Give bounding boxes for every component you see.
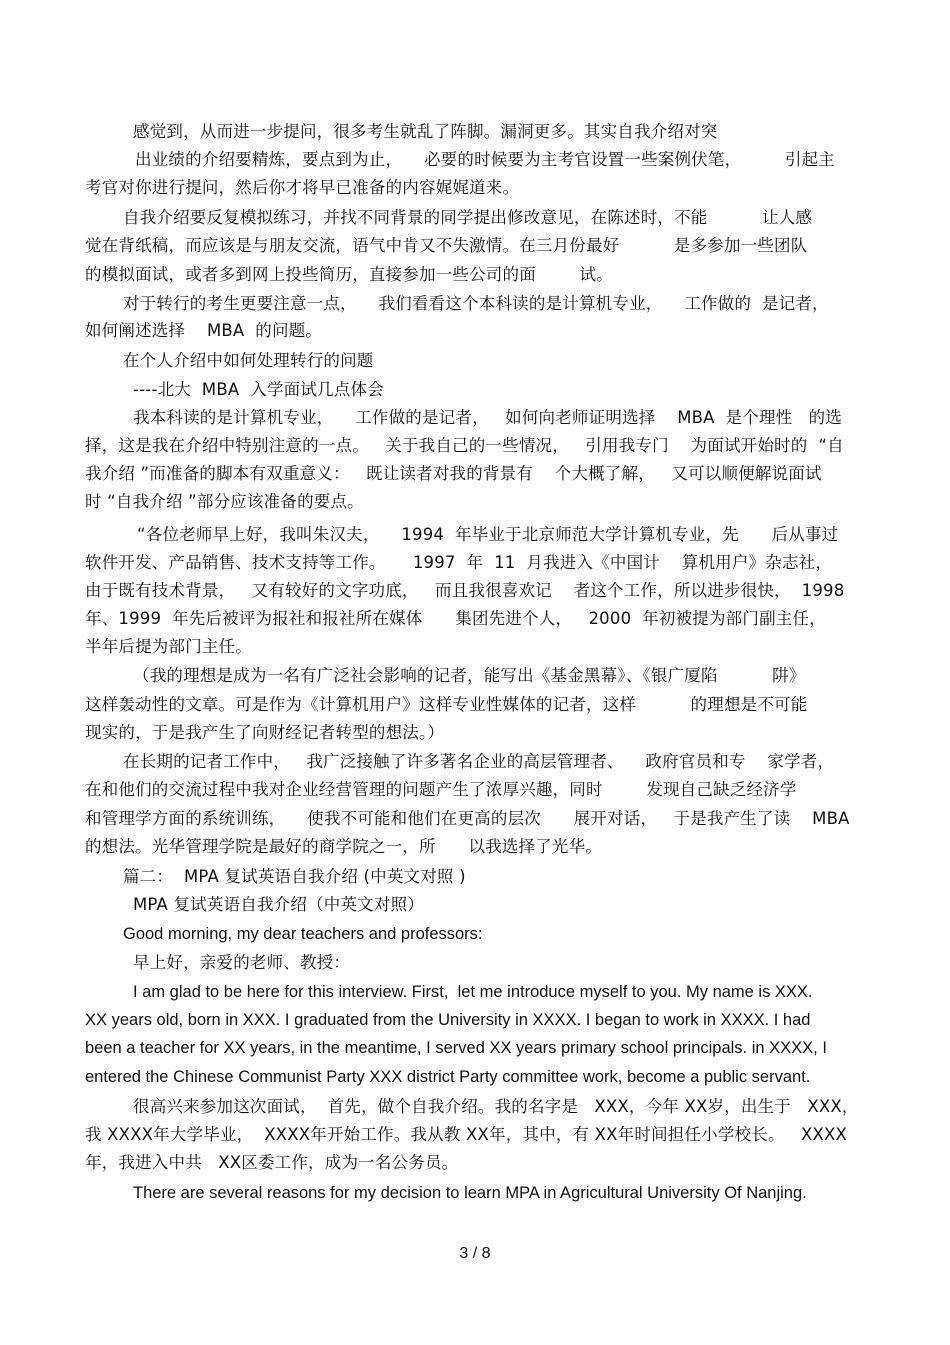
text-line: 自我介绍要反复模拟练习，并找不同背景的同学提出修改意见，在陈述时，不能 让人感: [123, 208, 813, 227]
text-line: 很高兴来参加这次面试， 首先，做个自我介绍。我的名字是 XXX，今年 XX岁，出生于 XXX，: [133, 1097, 859, 1116]
text-line: （我的理想是成为一名有广泛社会影响的记者，能写出《基金黑幕》、《银广厦陷 阱》: [133, 666, 806, 685]
text-line: 出业绩的介绍要精炼，要点到为止， 必要的时候要为主考官设置一些案例伏笔， 引起主: [135, 150, 835, 169]
text-line: 在个人介绍中如何处理转行的问题: [123, 351, 374, 370]
text-line: XX years old, born in XXX. I graduated from the University in XXXX. I began to work in XXXX. I had: [85, 1011, 811, 1029]
text-line: 年，我进入中共 XX区委工作，成为一名公务员。: [85, 1153, 459, 1172]
text-line: ----北大 MBA 入学面试几点体会: [133, 380, 384, 399]
text-line: 软件开发、产品销售、技术支持等工作。 1997 年 11 月我进入《中国计 算机用户》杂志社，: [85, 553, 833, 572]
text-line: 和管理学方面的系统训练， 使我不可能和他们在更高的层次 展开对话， 于是我产生了读 MBA: [85, 809, 850, 828]
text-line: 我本科读的是计算机专业， 工作做的是记者， 如何向老师证明选择 MBA 是个理性 的选: [133, 408, 843, 427]
text-line: MPA 复试英语自我介绍（中英文对照）: [133, 895, 424, 914]
text-line: 对于转行的考生更要注意一点， 我们看看这个本科读的是计算机专业， 工作做的 是记者，: [123, 294, 829, 313]
page-number: 3 / 8: [459, 1245, 491, 1262]
text-line: 感觉到，从而进一步提问，很多考生就乱了阵脚。漏洞更多。其实自我介绍对突: [133, 122, 718, 141]
text-line: 我 XXXX年大学毕业， XXXX年开始工作。我从教 XX年，其中，有 XX年时间担任小学校长。 XXXX: [85, 1125, 848, 1144]
text-line: 年、1999 年先后被评为报社和报社所在媒体 集团先进个人， 2000 年初被提为部门副主任，: [85, 609, 826, 628]
text-line: There are several reasons for my decision to learn MPA in Agricultural University Of Nanjing.: [133, 1184, 807, 1202]
text-line: been a teacher for XX years, in the meantime, I served XX years primary school principals. in XXXX, I: [85, 1039, 827, 1057]
text-line: 时 “自我介绍 ”部分应该准备的要点。: [85, 492, 364, 511]
text-line: 如何阐述选择 MBA 的问题。: [85, 321, 323, 340]
text-line: 现实的，于是我产生了向财经记者转型的想法。）: [85, 723, 445, 742]
text-line: 半年后提为部门主任。: [85, 637, 252, 656]
text-line: 这样轰动性的文章。可是作为《计算机用户》这样专业性媒体的记者，这样 的理想是不可能: [85, 695, 808, 714]
text-line: 的模拟面试，或者多到网上投些简历，直接参加一些公司的面 试。: [85, 265, 613, 284]
text-line: 由于既有技术背景， 又有较好的文字功底， 而且我很喜欢记 者这个工作，所以进步很快， 1998: [85, 581, 845, 600]
text-line: 在长期的记者工作中， 我广泛接触了许多著名企业的高层管理者、 政府官员和专 家学者，: [123, 752, 835, 771]
text-line: “各位老师早上好，我叫朱汉夫， 1994 年毕业于北京师范大学计算机专业，先 后从事过: [137, 525, 839, 544]
text-line: 择，这是我在介绍中特别注意的一点。 关于我自己的一些情况， 引用我专门 为面试开始时的 “自: [85, 436, 844, 455]
text-line: 我介绍 ”而准备的脚本有双重意义： 既让读者对我的背景有 个大概了解， 又可以顺便解说面试: [85, 464, 822, 483]
text-line: I am glad to be here for this interview. First, let me introduce myself to you. My name is XXX.: [133, 983, 813, 1001]
text-line: entered the Chinese Communist Party XXX district Party committee work, become a public servant.: [85, 1068, 811, 1086]
text-line: 在和他们的交流过程中我对企业经营管理的问题产生了浓厚兴趣，同时 发现自己缺乏经济学: [85, 780, 797, 799]
text-line: 觉在背纸稿，而应该是与朋友交流，语气中肯又不失激情。在三月份最好 是多参加一些团队: [85, 236, 808, 255]
text-line: 篇二： MPA 复试英语自我介绍 (中英文对照 ): [123, 867, 466, 886]
text-line: Good morning, my dear teachers and professors:: [123, 925, 483, 943]
text-line: 的想法。光华管理学院是最好的商学院之一，所 以我选择了光华。: [85, 837, 602, 856]
text-line: 早上好，亲爱的老师、教授：: [133, 953, 351, 972]
text-line: 考官对你进行提问，然后你才将早已准备的内容娓娓道来。: [85, 178, 520, 197]
